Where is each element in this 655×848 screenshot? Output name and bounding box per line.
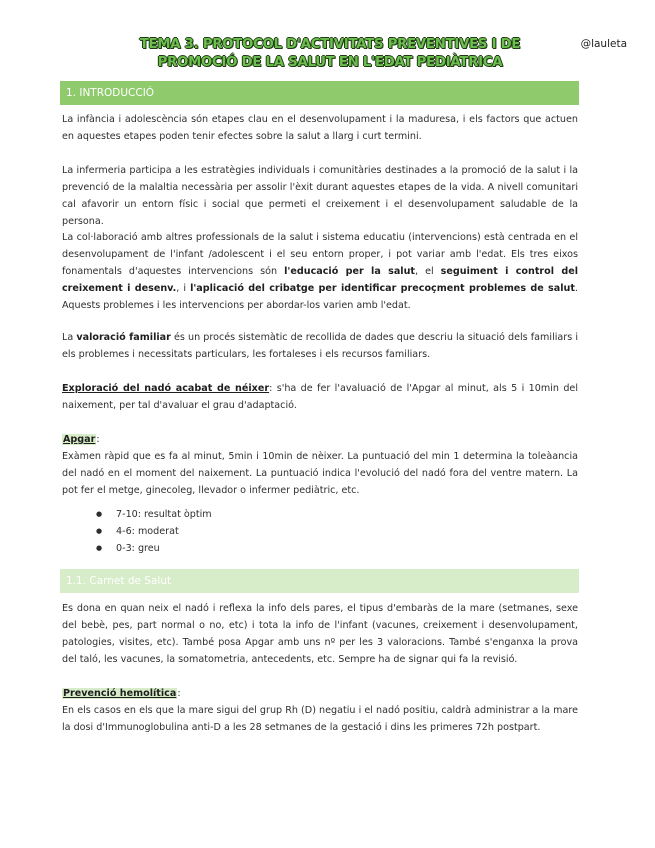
- intro-paragraph-1: La infància i adolescència són etapes clau en el desenvolupament i la maduresa, i els factors que actuen en aquestes etapes poden tenir efectes sobre la salut a llarg i curt termini.: [62, 114, 578, 142]
- p3-bold-educacio: l'educació per la salut: [284, 266, 415, 277]
- p4-green-valoracio: valoració familiar: [76, 332, 171, 343]
- p3-text-c: , el: [415, 266, 441, 277]
- apgar-list-item: ● 0-3: greu: [96, 540, 396, 557]
- title-line-1: TEMA 3. PROTOCOL D'ACTIVITATS PREVENTIVES I DE: [139, 37, 521, 52]
- p3-bold-cribatge: l'aplicació del cribatge per identificar precoçment problemes de salut: [190, 283, 575, 294]
- section-heading-introduccio: 1. INTRODUCCIÓ: [60, 81, 579, 105]
- p3-text-e: . Aquests problemes i les intervencions per abordar-los varien amb l'edat.: [62, 283, 578, 311]
- section-heading-carnet-salut: 1.1. Carnet de Salut: [60, 569, 579, 593]
- intro-paragraph-4: [62, 329, 578, 363]
- p4-text-b: és un procés sistemàtic de recollida de dades que descriu la situació dels familiars i els problemes i necessitats particulars, les fortaleses i els recursos familiars.: [62, 332, 579, 360]
- prevencio-paragraph: En els casos en els que la mare sigui del grup Rh (D) negatiu i el nadó positiu, caldrà administrar a la mare la dosi d'Immunoglobulina anti-D a les 28 setmanes de la gestació i dins les primeres 72h postpart.: [62, 705, 578, 733]
- intro-paragraph-5: [62, 380, 578, 414]
- p4-text-a: La: [62, 332, 77, 343]
- carnet-paragraph: Es dona en quan neix el nadó i reflexa la info dels pares, el tipus d'embaràs de la mare (setmanes, sexe del bebè, pes, part normal o no, etc) i tota la info de l'infant (vacunes, creixement i desenvolupament, patologies, visites, etc). També posa Apgar amb uns nº per les 3 valoracions. També s'enganxa la prova del taló, les vacunes, la somatometria, antecedents, etc. Sempre ha de signar qui fa la revisió.: [62, 603, 578, 665]
- author-handle: @lauleta: [580, 38, 627, 50]
- p5-text-b: : s'ha de fer l'avaluació de l'Apgar al minut, als 5 i 10min del naixement, per tal d'avaluar el grau d'adaptació.: [62, 383, 578, 411]
- p5-underlined-exploracio: Exploració del nadó acabat de néixer: [62, 383, 270, 394]
- document-title: [110, 36, 550, 72]
- apgar-list-item: ● 7-10: resultat òptim: [96, 506, 396, 523]
- p3-text-a: La col·laboració amb altres professionals de la salut i sistema educatiu (intervencions) està centrada en el desenvolupament de l'infant /adolescent i el seu entorn proper, i pot variar amb l'edat. Els tres eixos fonamentals d'aquestes intervencions són: [62, 232, 578, 277]
- prevencio-label-line: [62, 685, 578, 702]
- prevencio-colon: :: [177, 688, 181, 699]
- apgar-paragraph: Exàmen ràpid que es fa al minut, 5min i 10min de nèixer. La puntuació del min 1 determina la toleàancia del nadó en el moment del naixement. La puntuació indica l'evolució del nadó fora del ventre matern. La pot fer el metge, ginecoleg, llevador o infermer pediàtric, etc.: [62, 451, 578, 496]
- apgar-label: Apgar: [63, 434, 96, 445]
- prevencio-label: Prevenció hemolítica: [63, 688, 177, 699]
- apgar-label-line: [62, 431, 578, 448]
- apgar-list: [96, 506, 396, 557]
- apgar-colon: :: [96, 434, 100, 445]
- title-line-2: PROMOCIÓ DE LA SALUT EN L'EDAT PEDIÀTRICA: [157, 55, 503, 70]
- intro-paragraph-2: La infermeria participa a les estratègies individuals i comunitàries destinades a la promoció de la salut i la prevenció de la malaltia necessària per assolir l'èxit durant aquestes etapes de la vida. A nivell comunitari cal afavorir un entorn físic i social que permeti el creixement i el desenvolupament saludable de la persona.: [62, 165, 578, 227]
- intro-paragraph-3: [62, 229, 578, 314]
- apgar-list-item: ● 4-6: moderat: [96, 523, 396, 540]
- p3-text-d: , i: [176, 283, 191, 294]
- p3-bold-seguiment: seguiment i control del creixement i desenv.: [62, 266, 578, 294]
